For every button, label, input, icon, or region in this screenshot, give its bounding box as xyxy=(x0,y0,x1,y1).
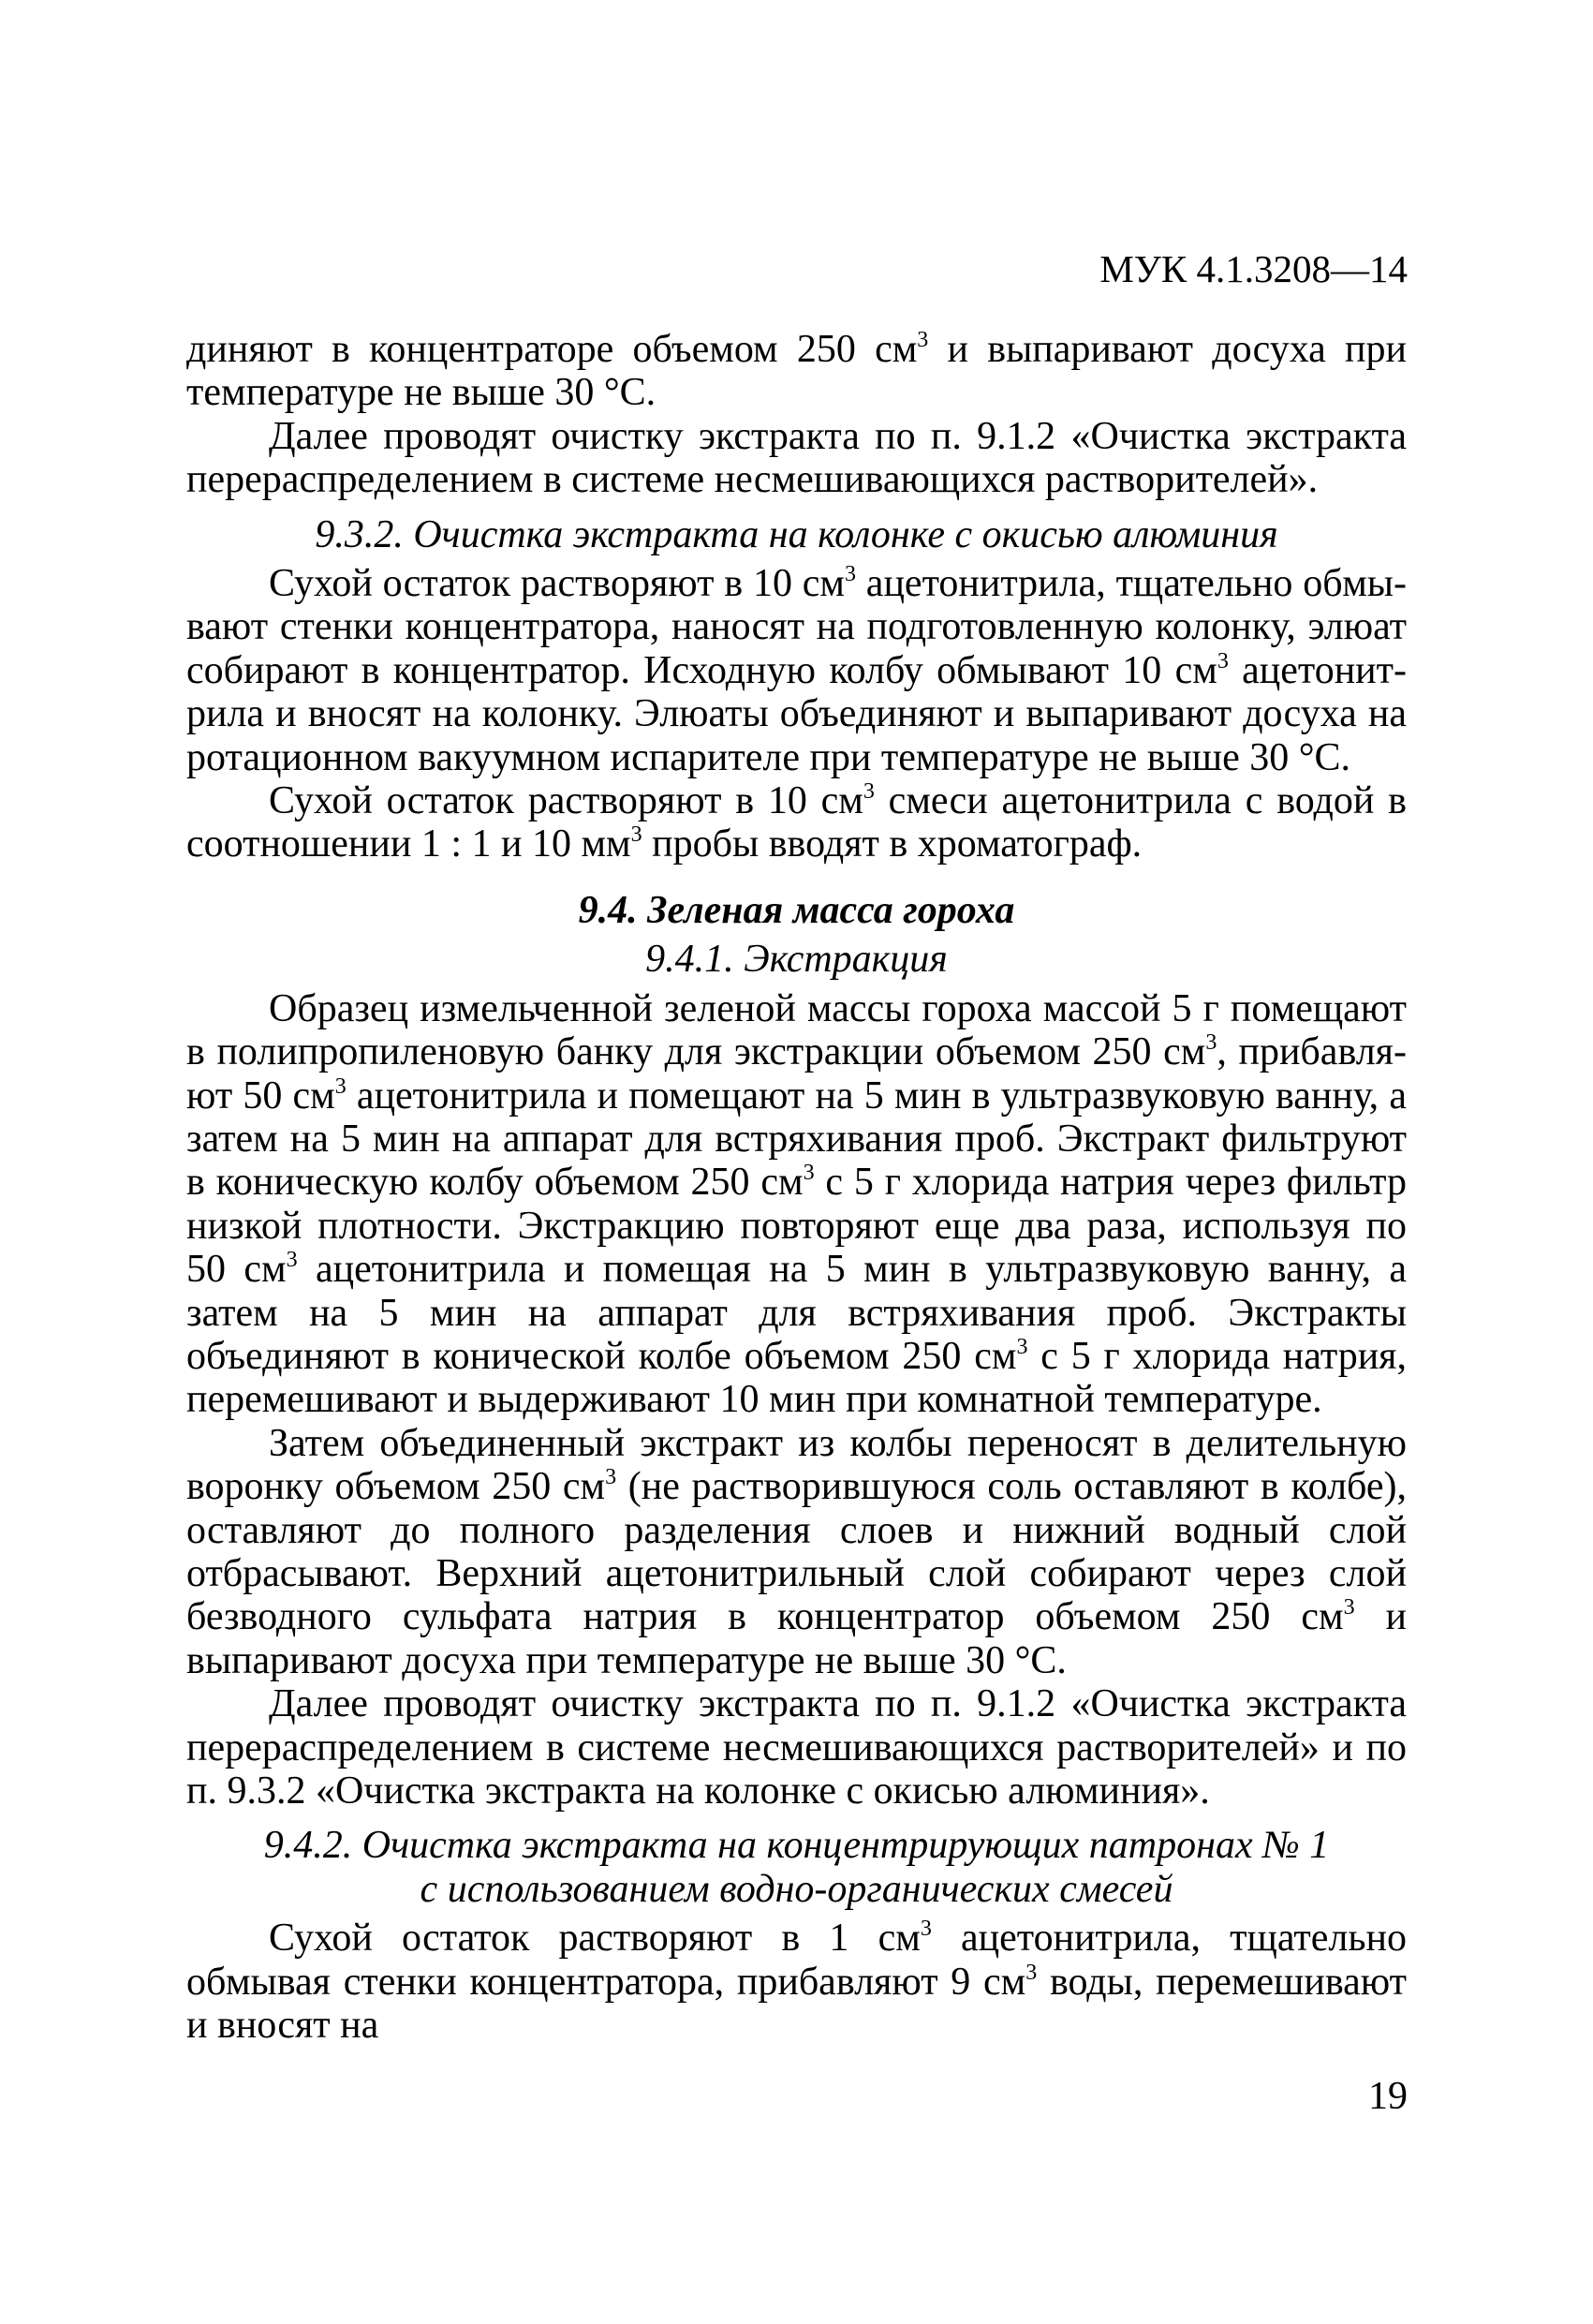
paragraph-further-cleanup: Далее проводят очистку экстракта по п. 9.1.2 «Очистка экстракта перераспределением в системе несмешивающихся растворителей». xyxy=(186,414,1407,502)
paragraph-extraction: Образец измельченной зеленой массы гороха массой 5 г помещают в полипропиленовую банку для экстракции объемом 250 $см^3$, прибавляют 50 $см^3$ ацетонитрила и помещают на 5 мин в ультразвуковую ванну, а затем на 5 мин на аппарат для встряхивания проб. Экстракт фильтруют в коническую колбу объемом 250 $см^3$ с 5 г хлорида натрия через фильтр низкой плотности. Экстракцию повторяют еще два раза, используя по 50 $см^3$ ацетонитрила и помещая на 5 мин в ультразвуковую ванну, а затем на 5 мин на аппарат для встряхивания проб. Экстракты объединяют в конической колбе объемом 250 $см^3$ с 5 г хлорида натрия, перемешивают и выдерживают 10 мин при комнатной температуре. xyxy=(186,986,1408,1422)
page-number: 19 xyxy=(1368,2075,1408,2118)
section-heading-9-4-1: 9.4.1. Экстракция xyxy=(645,938,948,982)
paragraph-dissolve-residue: Сухой остаток растворяют в 10 $см^3$ смеси ацетонитрила с водой в соотношении 1 : 1 и 10 $мм^3$ пробы вводят в хроматограф. xyxy=(186,779,1407,866)
document-body xyxy=(186,328,1407,2047)
section-heading-9-4-2: 9.4.2. Очистка экстракта на концентрирующих патронах № 1 с использованием водно-органических смесей xyxy=(263,1824,1330,1911)
paragraph-cartridge: Сухой остаток растворяют в 1 $см^3$ ацетонитрила, тщательно обмывая стенки концентратора, прибавляют 9 $см^3$ воды, перемешивают и вносят на xyxy=(186,1917,1407,2048)
document-code: МУК 4.1.3208—14 xyxy=(1099,247,1408,290)
paragraph-alumina-column: Сухой остаток растворяют в 10 $см^3$ ацетонитрила, тщательно обмывают стенки концентратора, наносят на подготовленную колонку, элюат собирают в концентратор. Исходную колбу обмывают 10 $см^3$ ацетонитрила и вносят на колонку. Элюаты объединяют и выпаривают досуха на ротационном вакуумном испарителе при температуре не выше 30 °С. xyxy=(186,562,1408,779)
section-heading-9-3-2: 9.3.2. Очистка экстракта на колонке с окисью алюминия xyxy=(315,512,1278,556)
paragraph-continuation: диняют в концентраторе объемом 250 $см^3$ и выпаривают досуха при температуре не выше 30 °С. xyxy=(186,328,1407,415)
paragraph-further-cleanup-2: Далее проводят очистку экстракта по п. 9.1.2 «Очистка экстракта перераспределением в системе несмешивающихся растворителей» и по п. 9.3.2 «Очистка экстракта на колонке с окисью алюминия». xyxy=(186,1682,1407,1813)
section-heading-9-4: 9.4. Зеленая масса гороха xyxy=(578,888,1015,932)
paragraph-separation: Затем объединенный экстракт из колбы переносят в делительную воронку объемом 250 $см^3$ (не растворившуюся соль оставляют в колбе), оставляют до полного разделения слоев и нижний водный слой отбрасывают. Верхний ацетонитрильный слой собирают через слой безводного сульфата натрия в концентратор объемом 250 $см^3$ и выпаривают досуха при температуре не выше 30 °С. xyxy=(186,1421,1407,1682)
